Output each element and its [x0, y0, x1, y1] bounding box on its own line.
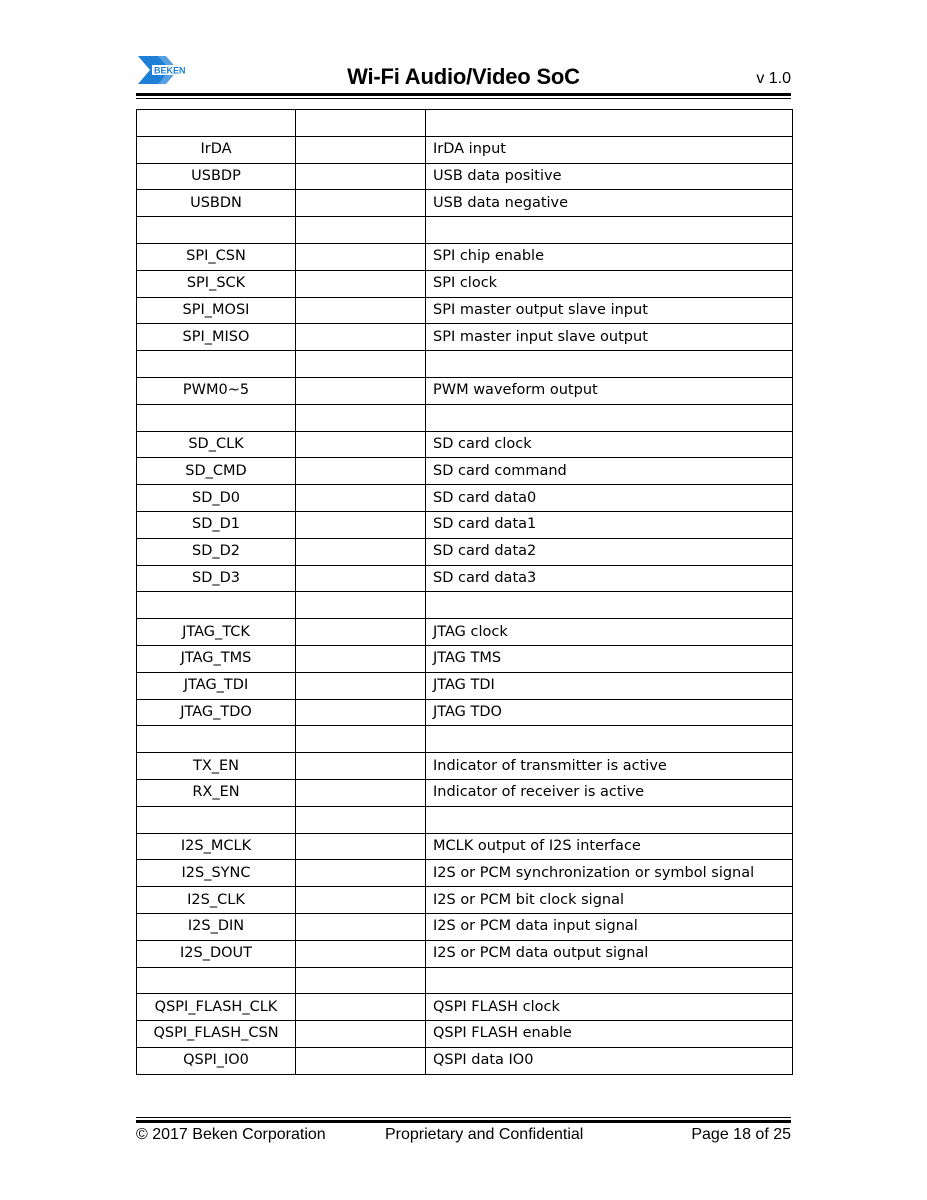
- pin-description-cell: USB data negative: [426, 190, 793, 217]
- pin-name-cell: JTAG_TDO: [137, 699, 296, 726]
- table-row: [137, 243, 793, 270]
- pin-blank-cell: [296, 806, 426, 833]
- pin-blank-cell: [296, 297, 426, 324]
- pin-blank-cell: [296, 217, 426, 244]
- pin-blank-cell: [296, 458, 426, 485]
- pin-name-cell: USBDP: [137, 163, 296, 190]
- table-row: [137, 458, 793, 485]
- pin-description-cell: SD card clock: [426, 431, 793, 458]
- table-row: [137, 1021, 793, 1048]
- pin-name-cell: TX_EN: [137, 753, 296, 780]
- pin-blank-cell: [296, 967, 426, 994]
- pin-name-cell: JTAG_TMS: [137, 645, 296, 672]
- pin-description-cell: [426, 404, 793, 431]
- pin-name-cell: SD_CLK: [137, 431, 296, 458]
- pin-name-cell: IrDA: [137, 136, 296, 163]
- pin-description-cell: I2S or PCM data output signal: [426, 940, 793, 967]
- pin-blank-cell: [296, 592, 426, 619]
- pin-blank-cell: [296, 324, 426, 351]
- table-row: [137, 270, 793, 297]
- pin-blank-cell: [296, 913, 426, 940]
- table-row: [137, 565, 793, 592]
- pin-name-cell: [137, 806, 296, 833]
- pin-description-cell: [426, 217, 793, 244]
- pin-description-cell: JTAG clock: [426, 619, 793, 646]
- pin-description-cell: SPI master output slave input: [426, 297, 793, 324]
- table-row: [137, 779, 793, 806]
- footer-page-number: Page 18 of 25: [691, 1126, 791, 1143]
- table-row: [137, 163, 793, 190]
- pin-description-cell: IrDA input: [426, 136, 793, 163]
- pin-name-cell: [137, 110, 296, 137]
- pin-description-cell: PWM waveform output: [426, 377, 793, 404]
- table-row: [137, 753, 793, 780]
- pin-description-cell: [426, 351, 793, 378]
- pin-blank-cell: [296, 833, 426, 860]
- pin-description-cell: SPI clock: [426, 270, 793, 297]
- pin-name-cell: QSPI_FLASH_CSN: [137, 1021, 296, 1048]
- pin-table-body: [137, 110, 793, 1075]
- pin-blank-cell: [296, 190, 426, 217]
- pin-name-cell: RX_EN: [137, 779, 296, 806]
- table-row: [137, 190, 793, 217]
- pin-blank-cell: [296, 565, 426, 592]
- document-title: Wi-Fi Audio/Video SoC: [347, 64, 580, 89]
- pin-description-cell: Indicator of receiver is active: [426, 779, 793, 806]
- pin-name-cell: I2S_DOUT: [137, 940, 296, 967]
- pin-description-cell: I2S or PCM bit clock signal: [426, 887, 793, 914]
- table-row: [137, 324, 793, 351]
- header-rule-thick: [136, 93, 791, 96]
- pin-name-cell: SD_CMD: [137, 458, 296, 485]
- pin-description-cell: SD card data2: [426, 538, 793, 565]
- pin-description-cell: Indicator of transmitter is active: [426, 753, 793, 780]
- pin-description-cell: [426, 592, 793, 619]
- pin-description-cell: SD card data3: [426, 565, 793, 592]
- pin-blank-cell: [296, 887, 426, 914]
- table-row: [137, 404, 793, 431]
- table-row: [137, 994, 793, 1021]
- table-row: [137, 913, 793, 940]
- pin-blank-cell: [296, 994, 426, 1021]
- table-row: [137, 110, 793, 137]
- pin-blank-cell: [296, 726, 426, 753]
- pin-blank-cell: [296, 779, 426, 806]
- pin-blank-cell: [296, 1047, 426, 1074]
- pin-description-cell: SD card data0: [426, 485, 793, 512]
- pin-blank-cell: [296, 940, 426, 967]
- pin-name-cell: I2S_DIN: [137, 913, 296, 940]
- pin-name-cell: SPI_MISO: [137, 324, 296, 351]
- table-row: [137, 887, 793, 914]
- footer-confidential: Proprietary and Confidential: [385, 1126, 584, 1143]
- pin-blank-cell: [296, 377, 426, 404]
- pin-blank-cell: [296, 243, 426, 270]
- pin-blank-cell: [296, 351, 426, 378]
- pin-blank-cell: [296, 645, 426, 672]
- pin-description-cell: SPI master input slave output: [426, 324, 793, 351]
- pin-name-cell: [137, 726, 296, 753]
- pin-blank-cell: [296, 672, 426, 699]
- table-row: [137, 136, 793, 163]
- document-version: v 1.0: [756, 70, 791, 87]
- pin-description-cell: JTAG TMS: [426, 645, 793, 672]
- table-row: [137, 1047, 793, 1074]
- pin-blank-cell: [296, 1021, 426, 1048]
- footer-copyright: © 2017 Beken Corporation: [136, 1126, 326, 1143]
- table-row: [137, 297, 793, 324]
- pin-blank-cell: [296, 270, 426, 297]
- table-row: [137, 806, 793, 833]
- table-row: [137, 217, 793, 244]
- pin-blank-cell: [296, 619, 426, 646]
- footer-rule-thin: [136, 1117, 791, 1118]
- pin-description-cell: [426, 726, 793, 753]
- table-row: [137, 833, 793, 860]
- pin-blank-cell: [296, 538, 426, 565]
- pin-name-cell: [137, 351, 296, 378]
- pin-description-cell: I2S or PCM data input signal: [426, 913, 793, 940]
- table-row: [137, 645, 793, 672]
- table-row: [137, 967, 793, 994]
- pin-name-cell: QSPI_IO0: [137, 1047, 296, 1074]
- pin-blank-cell: [296, 404, 426, 431]
- pin-name-cell: [137, 592, 296, 619]
- pin-description-cell: USB data positive: [426, 163, 793, 190]
- pin-blank-cell: [296, 860, 426, 887]
- pin-description-cell: [426, 967, 793, 994]
- pin-description-cell: MCLK output of I2S interface: [426, 833, 793, 860]
- pin-name-cell: SD_D1: [137, 511, 296, 538]
- pin-name-cell: I2S_CLK: [137, 887, 296, 914]
- pin-name-cell: SPI_CSN: [137, 243, 296, 270]
- table-row: [137, 672, 793, 699]
- pin-name-cell: JTAG_TCK: [137, 619, 296, 646]
- table-row: [137, 538, 793, 565]
- logo-wordmark: BEKEN: [154, 65, 186, 76]
- pin-description-cell: QSPI FLASH clock: [426, 994, 793, 1021]
- pin-name-cell: SD_D0: [137, 485, 296, 512]
- table-row: [137, 592, 793, 619]
- pin-description-cell: SD card command: [426, 458, 793, 485]
- pin-blank-cell: [296, 753, 426, 780]
- pin-description-cell: QSPI FLASH enable: [426, 1021, 793, 1048]
- pin-name-cell: QSPI_FLASH_CLK: [137, 994, 296, 1021]
- pin-blank-cell: [296, 110, 426, 137]
- pin-name-cell: SPI_MOSI: [137, 297, 296, 324]
- pin-name-cell: [137, 404, 296, 431]
- pin-name-cell: [137, 217, 296, 244]
- pin-description-cell: QSPI data IO0: [426, 1047, 793, 1074]
- table-row: [137, 940, 793, 967]
- pin-name-cell: SD_D3: [137, 565, 296, 592]
- table-row: [137, 619, 793, 646]
- pin-description-cell: JTAG TDO: [426, 699, 793, 726]
- pin-name-cell: I2S_SYNC: [137, 860, 296, 887]
- pin-blank-cell: [296, 163, 426, 190]
- header-rule-thin: [136, 98, 791, 99]
- table-row: [137, 431, 793, 458]
- pin-description-cell: I2S or PCM synchronization or symbol signal: [426, 860, 793, 887]
- pin-name-cell: SPI_SCK: [137, 270, 296, 297]
- pin-description-cell: SPI chip enable: [426, 243, 793, 270]
- pin-name-cell: SD_D2: [137, 538, 296, 565]
- pin-description-cell: SD card data1: [426, 511, 793, 538]
- pin-description-cell: [426, 806, 793, 833]
- pin-blank-cell: [296, 136, 426, 163]
- table-row: [137, 726, 793, 753]
- pin-description-cell: JTAG TDI: [426, 672, 793, 699]
- pin-blank-cell: [296, 699, 426, 726]
- pin-blank-cell: [296, 485, 426, 512]
- pin-name-cell: USBDN: [137, 190, 296, 217]
- pin-name-cell: [137, 967, 296, 994]
- pin-table: [136, 109, 793, 1075]
- pin-name-cell: JTAG_TDI: [137, 672, 296, 699]
- table-row: [137, 485, 793, 512]
- pin-blank-cell: [296, 431, 426, 458]
- pin-blank-cell: [296, 511, 426, 538]
- table-row: [137, 377, 793, 404]
- pin-name-cell: I2S_MCLK: [137, 833, 296, 860]
- table-row: [137, 351, 793, 378]
- footer-rule-thick: [136, 1120, 791, 1123]
- pin-description-cell: [426, 110, 793, 137]
- table-row: [137, 860, 793, 887]
- pin-name-cell: PWM0~5: [137, 377, 296, 404]
- table-row: [137, 511, 793, 538]
- table-row: [137, 699, 793, 726]
